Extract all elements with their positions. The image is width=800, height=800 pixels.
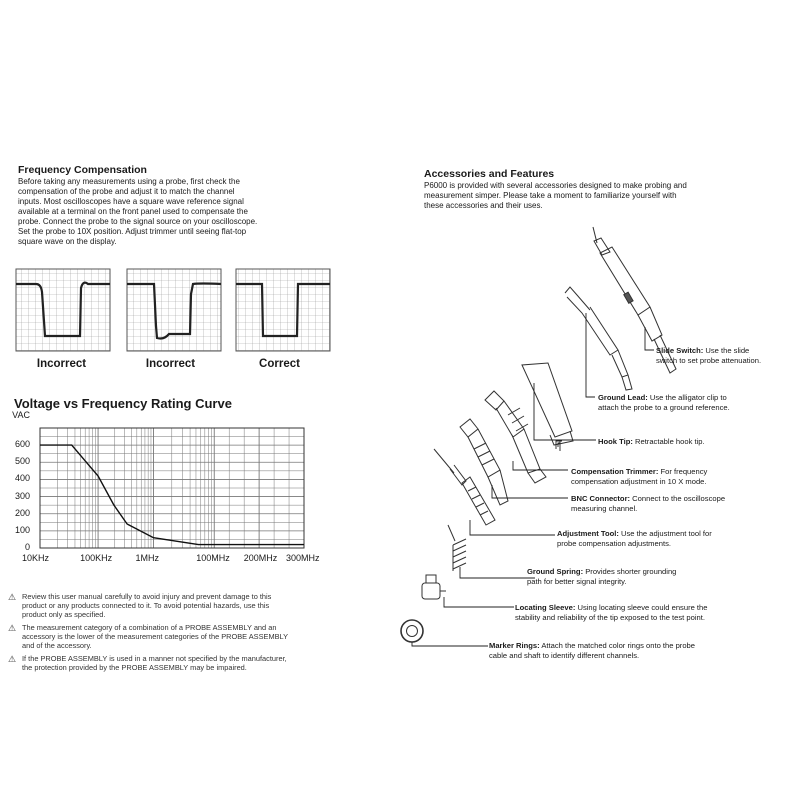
warning-text bbox=[22, 592, 271, 619]
accessories-title: Accessories and Features bbox=[424, 168, 555, 180]
bnc-connector-icon bbox=[485, 391, 546, 483]
accessory-line bbox=[656, 346, 761, 356]
y-tick-label: 600 bbox=[14, 439, 30, 450]
accessory-marker-rings bbox=[489, 641, 695, 660]
accessory-line bbox=[598, 437, 705, 447]
frequency-compensation-text bbox=[18, 177, 318, 247]
accessory-desc: Connect to the oscilloscope bbox=[630, 494, 726, 503]
x-tick-label: 10KHz bbox=[22, 553, 50, 563]
y-tick-label: 400 bbox=[14, 473, 30, 484]
accessory-name: Adjustment Tool: bbox=[557, 529, 619, 538]
text-line: available at a terminal on the front panel used to compensate the bbox=[18, 207, 248, 216]
y-tick-label: 200 bbox=[14, 507, 30, 518]
accessory-desc: cable and shaft to identify different channels. bbox=[489, 650, 640, 660]
accessory-desc: attach the probe to a ground reference. bbox=[598, 402, 730, 412]
x-tick-label: 200MHz bbox=[243, 553, 278, 563]
accessory-desc: Retractable hook tip. bbox=[632, 437, 705, 446]
text-line: product or any products connected to it. To avoid potential hazards, use this bbox=[22, 601, 270, 610]
accessory-hook-tip bbox=[598, 437, 705, 447]
x-tick-label: 1MHz bbox=[135, 553, 160, 563]
accessory-slide-switch bbox=[656, 346, 761, 365]
text-line: The measurement category of a combination of a PROBE ASSEMBLY and an bbox=[22, 623, 277, 632]
x-tick-label: 100KHz bbox=[80, 553, 113, 563]
accessory-desc: Use the alligator clip to bbox=[647, 393, 727, 402]
accessory-locating-sleeve bbox=[515, 603, 708, 622]
accessory-desc: switch to set probe attenuation. bbox=[656, 355, 762, 365]
text-line: square wave on the display. bbox=[18, 237, 117, 246]
accessory-name: Locating Sleeve: bbox=[515, 603, 576, 612]
y-axis-label: VAC bbox=[12, 410, 30, 420]
warnings bbox=[8, 592, 338, 672]
accessory-name: Ground Spring: bbox=[527, 567, 584, 576]
warning-item bbox=[8, 654, 338, 672]
accessory-line bbox=[489, 641, 695, 651]
accessory-name: Hook Tip: bbox=[598, 437, 633, 446]
y-tick-label: 500 bbox=[14, 456, 30, 467]
accessory-bnc-connector bbox=[571, 494, 725, 513]
accessory-name: BNC Connector: bbox=[571, 494, 631, 503]
warning-text bbox=[22, 623, 288, 650]
accessory-name: Compensation Trimmer: bbox=[571, 467, 659, 476]
waveform-incorrect-overshoot bbox=[16, 269, 110, 351]
hook-tip-icon bbox=[522, 363, 573, 451]
accessory-name: Ground Lead: bbox=[598, 393, 648, 402]
accessory-desc: Provides shorter grounding bbox=[583, 567, 677, 576]
accessory-ground-lead bbox=[598, 393, 730, 412]
y-tick-label: 0 bbox=[24, 542, 30, 552]
accessory-desc: stability and reliability of the tip exposed to the test point. bbox=[515, 612, 705, 622]
warning-triangle-icon: ⚠ bbox=[8, 623, 17, 633]
chart-title: Voltage vs Frequency Rating Curve bbox=[14, 396, 232, 411]
text-line: measurement simper. Please take a moment to familiarize yourself with bbox=[424, 191, 677, 200]
accessory-name: Marker Rings: bbox=[489, 641, 540, 650]
accessory-line bbox=[571, 467, 707, 477]
ground-lead-icon bbox=[565, 287, 632, 390]
accessory-line bbox=[598, 393, 730, 403]
text-line: inputs. Most oscilloscopes have a square wave reference signal bbox=[18, 197, 244, 206]
text-line: Set the probe to 10X position. Adjust trimmer until seeing flat-top bbox=[18, 227, 247, 236]
waveform-label-incorrect-1: Incorrect bbox=[36, 358, 87, 370]
text-line: If the PROBE ASSEMBLY is used in a manner not specified by the manufacturer, bbox=[22, 654, 287, 663]
warning-triangle-icon: ⚠ bbox=[8, 592, 17, 602]
voltage-frequency-chart bbox=[38, 410, 308, 560]
text-line: probe. Connect the probe to the signal source on your oscilloscope. bbox=[18, 217, 258, 226]
text-line: Before taking any measurements using a probe, first check the bbox=[18, 177, 240, 186]
text-line: product only as specified. bbox=[22, 610, 106, 619]
warning-item bbox=[8, 592, 338, 619]
y-tick-label: 100 bbox=[14, 524, 30, 535]
accessory-line bbox=[515, 603, 708, 613]
accessory-desc: probe compensation adjustments. bbox=[557, 538, 671, 548]
text-line: the protection provided by the PROBE ASSEMBLY may be impaired. bbox=[22, 663, 247, 672]
x-tick-label: 100MHz bbox=[196, 553, 230, 563]
accessory-desc: compensation adjustment in 10 X mode. bbox=[571, 476, 707, 486]
waveform-correct bbox=[236, 269, 330, 351]
text-line: and of the accessory. bbox=[22, 641, 92, 650]
text-line: Review this user manual carefully to avoid injury and prevent damage to this bbox=[22, 592, 272, 601]
frequency-compensation-title: Frequency Compensation bbox=[18, 164, 147, 176]
text-line: accessory is the lower of the measurement categories of the PROBE ASSEMBLY bbox=[22, 632, 289, 641]
warning-item bbox=[8, 623, 338, 650]
accessory-ground-spring bbox=[527, 567, 676, 586]
accessory-desc: For frequency bbox=[658, 467, 708, 476]
accessory-desc: Attach the matched color rings onto the probe bbox=[539, 641, 695, 650]
x-tick-label: 300MHz bbox=[286, 553, 320, 563]
waveform-panels bbox=[14, 266, 334, 356]
warning-triangle-icon: ⚠ bbox=[8, 654, 17, 664]
accessories-intro bbox=[424, 181, 784, 211]
text-line: these accessories and their uses. bbox=[424, 201, 543, 210]
ground-spring-icon bbox=[448, 525, 466, 571]
accessory-desc: path for better signal integrity. bbox=[527, 576, 627, 586]
accessory-line bbox=[557, 529, 712, 539]
waveform-label-correct: Correct bbox=[259, 358, 300, 370]
accessory-desc: measuring channel. bbox=[571, 503, 638, 513]
accessory-line bbox=[527, 567, 676, 577]
waveform-label-incorrect-2: Incorrect bbox=[145, 358, 196, 370]
accessory-compensation-trimmer bbox=[571, 467, 707, 486]
accessory-adjustment-tool bbox=[557, 529, 712, 548]
accessory-line bbox=[571, 494, 725, 504]
accessory-desc: Use the slide bbox=[703, 346, 750, 355]
text-line: compensation of the probe and adjust it to match the channel bbox=[18, 187, 235, 196]
accessory-name: Slide Switch: bbox=[656, 346, 704, 355]
accessory-desc: Using locating sleeve could ensure the bbox=[575, 603, 708, 612]
text-line: P6000 is provided with several accessories designed to make probing and bbox=[424, 181, 687, 190]
locating-sleeve-icon bbox=[422, 575, 446, 599]
warning-text bbox=[22, 654, 287, 672]
y-tick-label: 300 bbox=[14, 490, 30, 501]
accessory-desc: Use the adjustment tool for bbox=[618, 529, 712, 538]
adjustment-tool-icon bbox=[434, 449, 495, 525]
waveform-incorrect-undershoot bbox=[127, 269, 221, 351]
marker-ring-icon bbox=[401, 620, 423, 642]
